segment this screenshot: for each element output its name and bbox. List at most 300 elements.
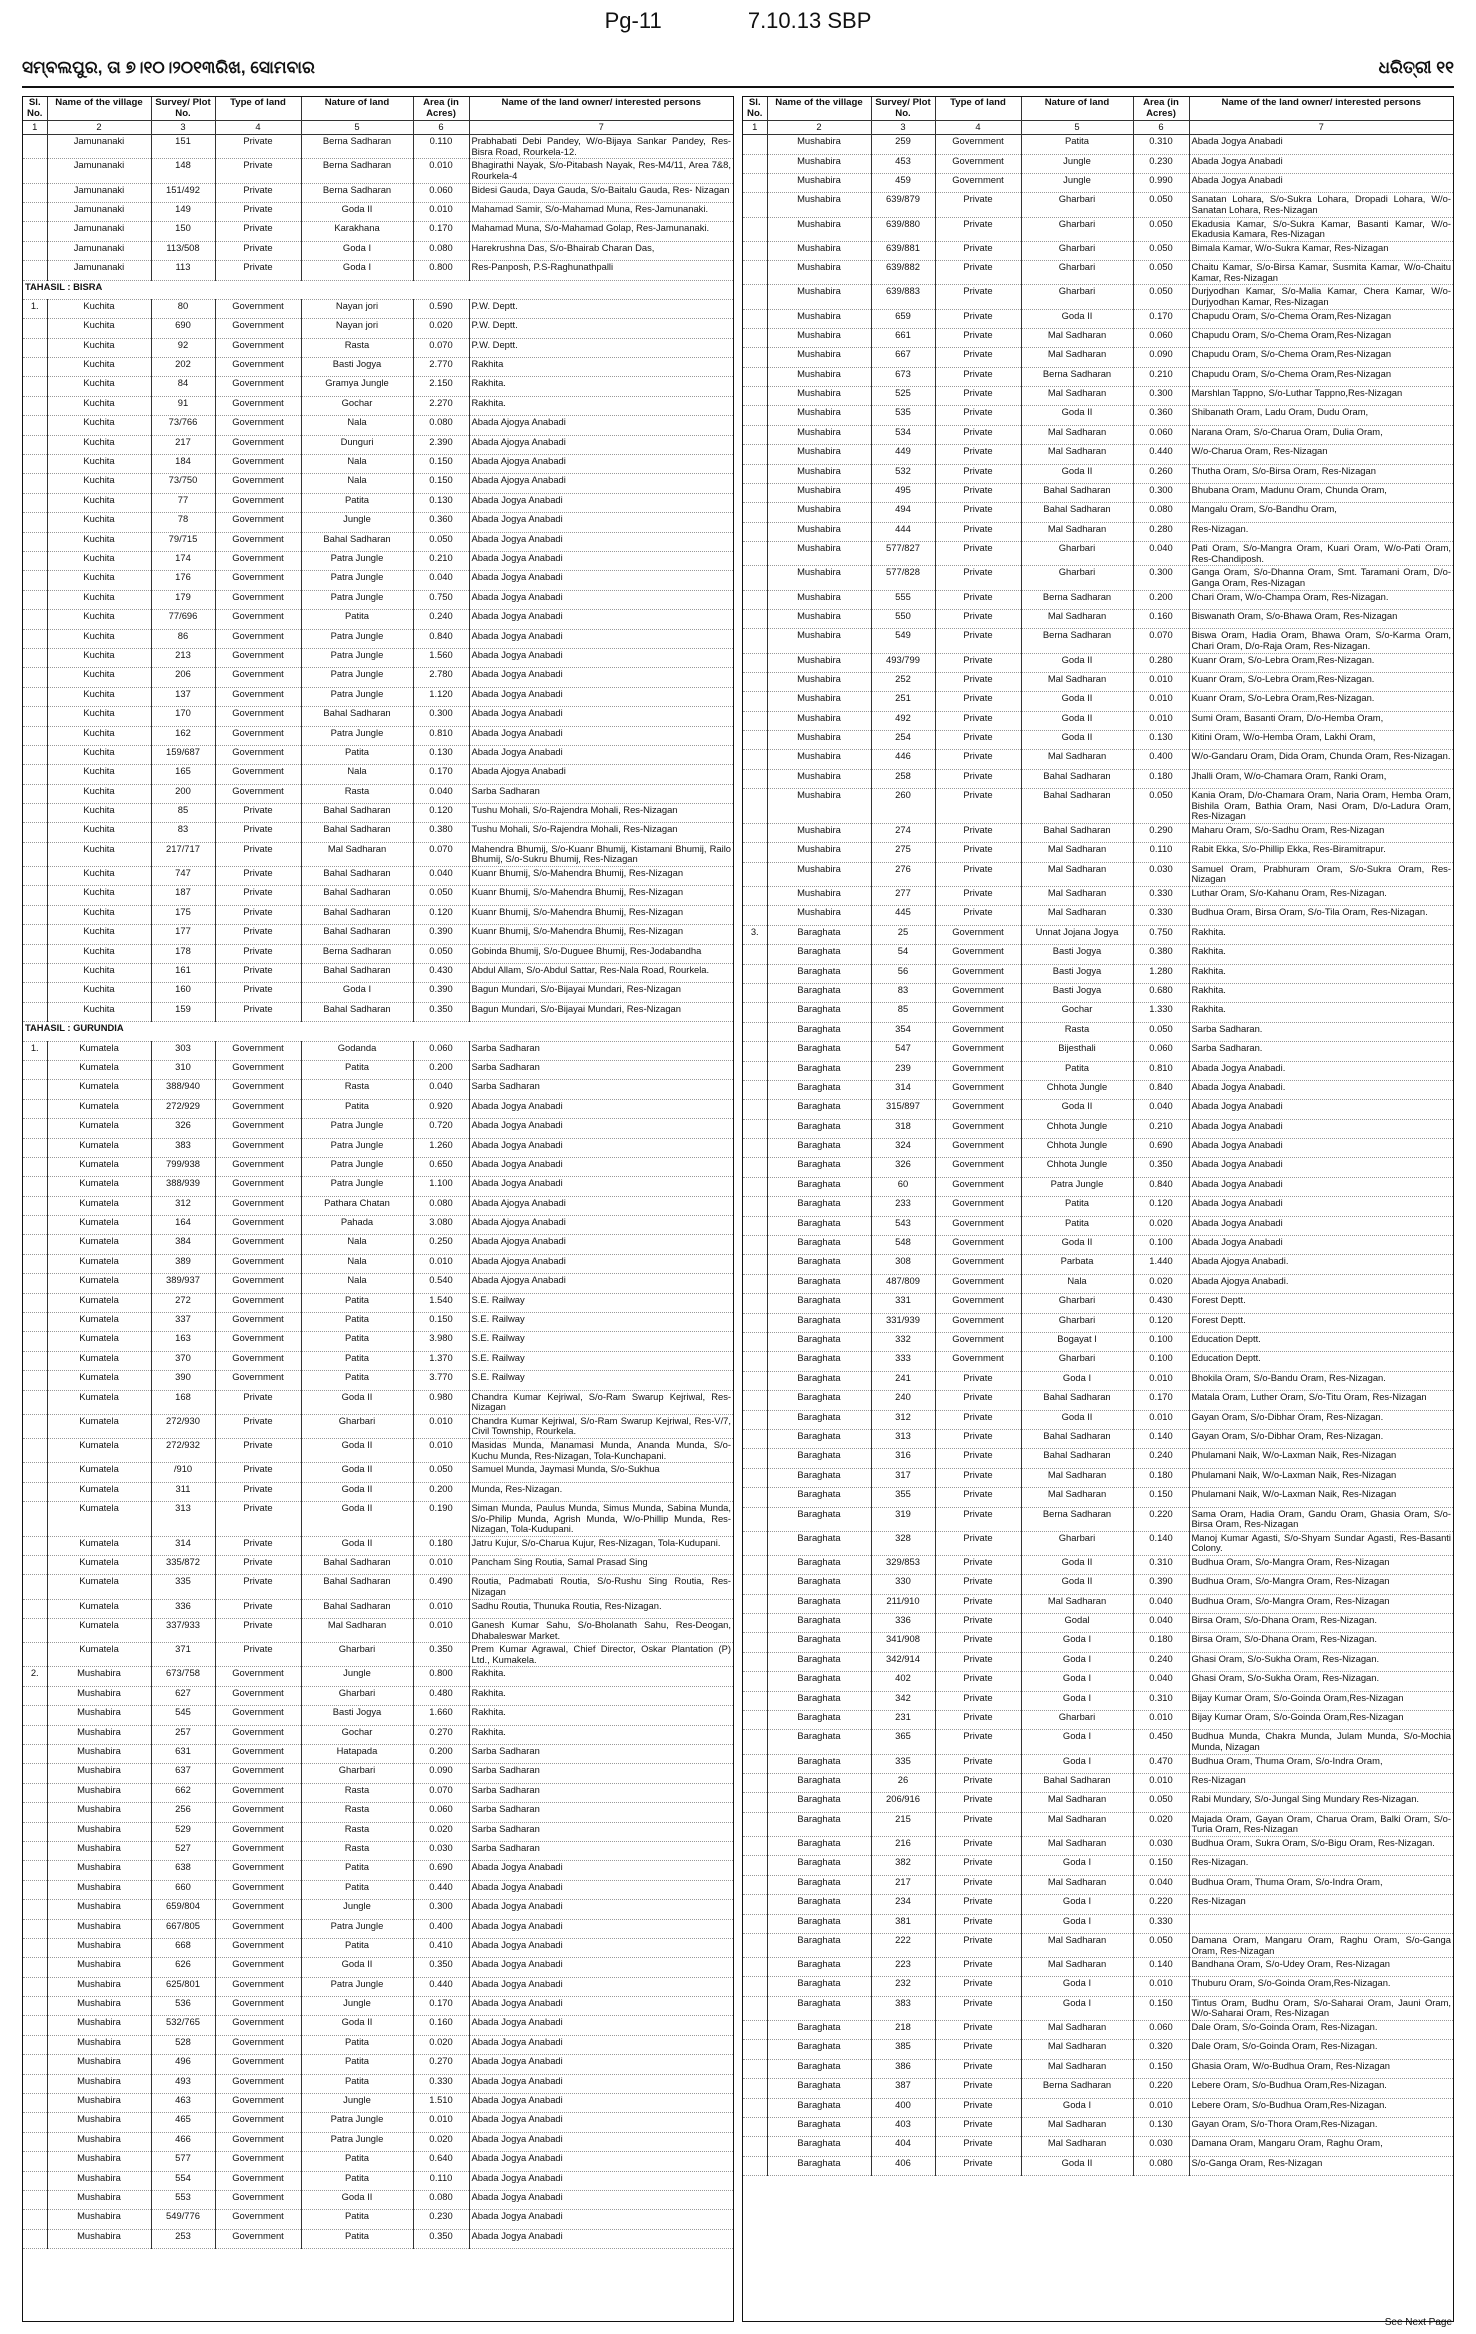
cell-nature-of-land: Bahal Sadharan xyxy=(301,823,413,842)
cell-village: Baraghata xyxy=(767,1836,871,1855)
cell-area: 0.390 xyxy=(413,925,469,944)
cell-type-of-land: Government xyxy=(215,1861,301,1880)
cell-sl-no xyxy=(23,571,47,590)
col-number: 6 xyxy=(1133,121,1189,135)
cell-nature-of-land: Berna Sadharan xyxy=(1021,590,1133,609)
cell-owner: S.E. Railway xyxy=(469,1332,733,1351)
cell-survey-plot: 626 xyxy=(151,1958,215,1977)
cell-survey-plot: 187 xyxy=(151,886,215,905)
table-row xyxy=(23,1841,733,1860)
table-row xyxy=(23,1501,733,1536)
cell-village: Kumatela xyxy=(47,1390,151,1414)
cell-village: Mushabira xyxy=(47,2210,151,2229)
cell-area: 0.350 xyxy=(1133,1158,1189,1177)
cell-type-of-land: Private xyxy=(935,241,1021,260)
cell-sl-no xyxy=(23,1177,47,1196)
cell-nature-of-land: Goda II xyxy=(301,1536,413,1555)
cell-type-of-land: Government xyxy=(215,1371,301,1390)
cell-owner: Budhua Oram, Thuma Oram, S/o-Indra Oram, xyxy=(1189,1754,1453,1773)
cell-nature-of-land: Patra Jungle xyxy=(301,668,413,687)
cell-area: 0.080 xyxy=(413,241,469,260)
cell-owner: Kuanr Oram, S/o-Lebra Oram,Res-Nizagan. xyxy=(1189,653,1453,672)
table-row xyxy=(23,1293,733,1312)
cell-nature-of-land: Goda II xyxy=(301,1390,413,1414)
cell-owner: Bhubana Oram, Madunu Oram, Chunda Oram, xyxy=(1189,484,1453,503)
cell-survey-plot: 386 xyxy=(871,2059,935,2078)
cell-survey-plot: 445 xyxy=(871,906,935,925)
cell-sl-no xyxy=(23,925,47,944)
table-row xyxy=(743,1197,1453,1216)
cell-survey-plot: 549/776 xyxy=(151,2210,215,2229)
table-row xyxy=(743,1236,1453,1255)
cell-nature-of-land: Jungle xyxy=(301,1997,413,2016)
cell-village: Mushabira xyxy=(47,1900,151,1919)
cell-nature-of-land: Patra Jungle xyxy=(301,551,413,570)
table-row xyxy=(23,823,733,842)
table-row xyxy=(23,159,733,183)
cell-sl-no xyxy=(743,1933,767,1957)
cell-survey-plot: 113 xyxy=(151,261,215,280)
cell-survey-plot: 493 xyxy=(151,2074,215,2093)
table-row xyxy=(743,1449,1453,1468)
cell-type-of-land: Government xyxy=(215,2074,301,2093)
cell-village: Baraghata xyxy=(767,1468,871,1487)
cell-nature-of-land: Bahal Sadharan xyxy=(301,905,413,924)
cell-nature-of-land: Mal Sadharan xyxy=(1021,906,1133,925)
cell-survey-plot: 275 xyxy=(871,843,935,862)
cell-owner: Rakhita xyxy=(469,358,733,377)
table-body-left xyxy=(23,135,733,2249)
cell-type-of-land: Government xyxy=(935,1274,1021,1293)
cell-type-of-land: Government xyxy=(215,1196,301,1215)
cell-type-of-land: Private xyxy=(935,629,1021,653)
cell-area: 0.300 xyxy=(413,1900,469,1919)
cell-type-of-land: Government xyxy=(215,687,301,706)
cell-area: 0.010 xyxy=(413,1438,469,1462)
cell-survey-plot: 113/508 xyxy=(151,241,215,260)
cell-sl-no xyxy=(743,1711,767,1730)
cell-survey-plot: 206 xyxy=(151,668,215,687)
cell-sl-no xyxy=(23,1841,47,1860)
cell-owner: Abada Jogya Anabadi xyxy=(469,2132,733,2151)
cell-owner: Kuanr Bhumij, S/o-Mahendra Bhumij, Res-Nizagan xyxy=(469,867,733,886)
cell-type-of-land: Government xyxy=(215,1958,301,1977)
cell-type-of-land: Private xyxy=(935,731,1021,750)
cell-owner: Damana Oram, Mangaru Oram, Raghu Oram, xyxy=(1189,2137,1453,2156)
cell-sl-no xyxy=(23,983,47,1002)
col-village: Name of the village xyxy=(767,97,871,121)
cell-nature-of-land: Berna Sadharan xyxy=(1021,367,1133,386)
cell-village: Mushabira xyxy=(767,217,871,241)
cell-survey-plot: 213 xyxy=(151,648,215,667)
table-row xyxy=(743,964,1453,983)
cell-village: Kuchita xyxy=(47,765,151,784)
cell-area: 0.010 xyxy=(1133,2098,1189,2117)
cell-area: 0.640 xyxy=(413,2152,469,2171)
cell-survey-plot: 341/908 xyxy=(871,1633,935,1652)
table-row xyxy=(23,2171,733,2190)
cell-nature-of-land: Patra Jungle xyxy=(301,1177,413,1196)
cell-owner: Abada Jogya Anabadi xyxy=(469,2210,733,2229)
cell-area: 0.270 xyxy=(413,2055,469,2074)
cell-village: Kumatela xyxy=(47,1313,151,1332)
cell-nature-of-land: Patita xyxy=(301,1938,413,1957)
cell-type-of-land: Government xyxy=(215,319,301,338)
cell-survey-plot: 178 xyxy=(151,944,215,963)
table-row xyxy=(23,202,733,221)
cell-type-of-land: Government xyxy=(935,945,1021,964)
cell-owner: Abada Jogya Anabadi xyxy=(469,590,733,609)
cell-owner: Abada Jogya Anabadi xyxy=(469,2016,733,2035)
cell-type-of-land: Private xyxy=(935,692,1021,711)
cell-survey-plot: 73/766 xyxy=(151,416,215,435)
cell-type-of-land: Government xyxy=(935,1022,1021,1041)
cell-area: 0.080 xyxy=(413,1196,469,1215)
cell-type-of-land: Private xyxy=(935,1391,1021,1410)
cell-area: 0.130 xyxy=(1133,2118,1189,2137)
cell-survey-plot: 625/801 xyxy=(151,1977,215,1996)
cell-owner: Tintus Oram, Budhu Oram, S/o-Saharai Oram, Jauni Oram, W/o-Saharai Oram, Res-Nizagan xyxy=(1189,1996,1453,2020)
cell-survey-plot: 662 xyxy=(151,1783,215,1802)
cell-sl-no xyxy=(743,1061,767,1080)
cell-area: 0.080 xyxy=(1133,503,1189,522)
cell-owner: Abada Jogya Anabadi xyxy=(469,707,733,726)
land-table-left xyxy=(23,97,733,2249)
cell-nature-of-land: Gharbari xyxy=(301,1414,413,1438)
cell-sl-no xyxy=(23,1958,47,1977)
cell-survey-plot: 342 xyxy=(871,1691,935,1710)
cell-village: Kuchita xyxy=(47,963,151,982)
cell-owner: Sadhu Routia, Thunuka Routia, Res-Nizagan. xyxy=(469,1599,733,1618)
cell-area: 0.040 xyxy=(1133,1672,1189,1691)
cell-village: Mushabira xyxy=(767,789,871,824)
cell-type-of-land: Government xyxy=(215,1254,301,1273)
cell-area: 0.200 xyxy=(413,1060,469,1079)
cell-survey-plot: 354 xyxy=(871,1022,935,1041)
cell-survey-plot: 403 xyxy=(871,2118,935,2137)
cell-owner: Birsa Oram, S/o-Dhana Oram, Res-Nizagan. xyxy=(1189,1633,1453,1652)
cell-village: Kuchita xyxy=(47,435,151,454)
cell-survey-plot: 316 xyxy=(871,1449,935,1468)
cell-area: 0.070 xyxy=(413,842,469,866)
cell-nature-of-land: Goda II xyxy=(1021,1100,1133,1119)
cell-survey-plot: 151 xyxy=(151,135,215,159)
cell-survey-plot: 312 xyxy=(151,1196,215,1215)
table-row xyxy=(743,1614,1453,1633)
cell-sl-no xyxy=(743,1197,767,1216)
table-row xyxy=(23,1997,733,2016)
cell-owner: Shibanath Oram, Ladu Oram, Dudu Oram, xyxy=(1189,406,1453,425)
cell-area: 0.310 xyxy=(1133,1555,1189,1574)
cell-area: 3.770 xyxy=(413,1371,469,1390)
cell-owner: Kuanr Bhumij, S/o-Mahendra Bhumij, Res-Nizagan xyxy=(469,925,733,944)
cell-sl-no xyxy=(743,789,767,824)
cell-type-of-land: Private xyxy=(215,222,301,241)
table-row xyxy=(743,1003,1453,1022)
cell-sl-no xyxy=(743,2059,767,2078)
cell-area: 0.200 xyxy=(413,1745,469,1764)
cell-area: 0.680 xyxy=(1133,983,1189,1002)
cell-type-of-land: Government xyxy=(215,1997,301,2016)
cell-type-of-land: Private xyxy=(935,1555,1021,1574)
cell-area: 0.430 xyxy=(413,963,469,982)
cell-type-of-land: Government xyxy=(935,1294,1021,1313)
cell-survey-plot: 216 xyxy=(871,1836,935,1855)
cell-village: Kuchita xyxy=(47,944,151,963)
cell-type-of-land: Private xyxy=(935,2098,1021,2117)
cell-village: Baraghata xyxy=(767,2059,871,2078)
cell-area: 0.100 xyxy=(1133,1333,1189,1352)
cell-area: 0.060 xyxy=(413,1041,469,1060)
cell-sl-no xyxy=(23,2113,47,2132)
cell-area: 0.090 xyxy=(1133,348,1189,367)
cell-village: Kumatela xyxy=(47,1414,151,1438)
table-row xyxy=(743,522,1453,541)
cell-sl-no xyxy=(23,1254,47,1273)
cell-survey-plot: 77/696 xyxy=(151,610,215,629)
cell-village: Baraghata xyxy=(767,983,871,1002)
cell-area: 0.010 xyxy=(413,202,469,221)
cell-type-of-land: Private xyxy=(935,1691,1021,1710)
cell-village: Kumatela xyxy=(47,1536,151,1555)
cell-village: Mushabira xyxy=(47,1667,151,1686)
cell-type-of-land: Private xyxy=(935,906,1021,925)
cell-nature-of-land: Bahal Sadharan xyxy=(1021,484,1133,503)
cell-survey-plot: 149 xyxy=(151,202,215,221)
cell-nature-of-land: Patra Jungle xyxy=(301,726,413,745)
cell-type-of-land: Government xyxy=(215,1745,301,1764)
cell-nature-of-land: Goda I xyxy=(1021,1633,1133,1652)
table-row xyxy=(743,925,1453,944)
cell-sl-no: 1. xyxy=(23,1041,47,1060)
cell-nature-of-land: Goda II xyxy=(1021,2156,1133,2175)
col-survey-plot: Survey/ Plot No. xyxy=(151,97,215,121)
cell-sl-no xyxy=(743,1468,767,1487)
cell-village: Kumatela xyxy=(47,1438,151,1462)
cell-sl-no xyxy=(23,687,47,706)
table-row xyxy=(743,173,1453,192)
cell-area: 0.170 xyxy=(413,765,469,784)
cell-sl-no xyxy=(743,1958,767,1977)
table-row xyxy=(23,1900,733,1919)
cell-owner: Sarba Sadharan xyxy=(469,1060,733,1079)
cell-survey-plot: 148 xyxy=(151,159,215,183)
cell-nature-of-land: Patra Jungle xyxy=(301,2113,413,2132)
col-number: 1 xyxy=(743,121,767,135)
cell-type-of-land: Government xyxy=(215,2055,301,2074)
cell-area: 0.140 xyxy=(1133,1531,1189,1555)
cell-survey-plot: 272/930 xyxy=(151,1414,215,1438)
cell-type-of-land: Private xyxy=(935,285,1021,309)
left-column xyxy=(22,96,734,2322)
cell-nature-of-land: Mal Sadharan xyxy=(1021,1836,1133,1855)
cell-village: Kuchita xyxy=(47,377,151,396)
cell-area: 0.380 xyxy=(1133,945,1189,964)
cell-nature-of-land: Berna Sadharan xyxy=(301,944,413,963)
table-row xyxy=(23,1463,733,1482)
cell-nature-of-land: Bahal Sadharan xyxy=(1021,503,1133,522)
cell-area: 0.380 xyxy=(413,823,469,842)
cell-nature-of-land: Goda I xyxy=(1021,1856,1133,1875)
cell-type-of-land: Government xyxy=(215,299,301,318)
cell-survey-plot: 659/804 xyxy=(151,1900,215,1919)
cell-survey-plot: 389/937 xyxy=(151,1274,215,1293)
cell-nature-of-land: Mal Sadharan xyxy=(1021,609,1133,628)
table-row xyxy=(743,328,1453,347)
col-sl-no: Sl. No. xyxy=(23,97,47,121)
cell-type-of-land: Private xyxy=(935,1958,1021,1977)
cell-survey-plot: 91 xyxy=(151,396,215,415)
cell-area: 0.150 xyxy=(1133,2059,1189,2078)
table-row xyxy=(743,464,1453,483)
cell-type-of-land: Government xyxy=(215,1351,301,1370)
cell-village: Baraghata xyxy=(767,1652,871,1671)
cell-survey-plot: 260 xyxy=(871,789,935,824)
cell-village: Baraghata xyxy=(767,1507,871,1531)
cell-village: Baraghata xyxy=(767,1100,871,1119)
cell-survey-plot: 639/883 xyxy=(871,285,935,309)
cell-village: Mushabira xyxy=(767,328,871,347)
cell-owner: Mahendra Bhumij, S/o-Kuanr Bhumij, Kistamani Bhumij, Railo Bhumij, S/o-Sukru Bhumij, Res-Nizagan xyxy=(469,842,733,866)
table-row xyxy=(23,1764,733,1783)
table-row xyxy=(743,425,1453,444)
col-owner: Name of the land owner/ interested persons xyxy=(469,97,733,121)
cell-survey-plot: 335 xyxy=(151,1575,215,1599)
cell-area: 3.080 xyxy=(413,1216,469,1235)
cell-nature-of-land: Goda II xyxy=(301,1958,413,1977)
cell-area: 0.130 xyxy=(1133,731,1189,750)
cell-sl-no xyxy=(743,1977,767,1996)
cell-village: Mushabira xyxy=(47,1977,151,1996)
cell-area: 0.310 xyxy=(1133,1691,1189,1710)
col-number: 4 xyxy=(935,121,1021,135)
cell-nature-of-land: Nala xyxy=(1021,1274,1133,1293)
cell-area: 0.010 xyxy=(413,159,469,183)
cell-village: Kuchita xyxy=(47,823,151,842)
cell-type-of-land: Government xyxy=(215,1725,301,1744)
cell-owner: Tushu Mohali, S/o-Rajendra Mohali, Res-Nizagan xyxy=(469,823,733,842)
cell-village: Mushabira xyxy=(47,1958,151,1977)
cell-survey-plot: 303 xyxy=(151,1041,215,1060)
cell-nature-of-land: Bahal Sadharan xyxy=(1021,1449,1133,1468)
cell-survey-plot: 174 xyxy=(151,551,215,570)
cell-survey-plot: 254 xyxy=(871,731,935,750)
cell-nature-of-land: Bahal Sadharan xyxy=(301,1556,413,1575)
cell-village: Baraghata xyxy=(767,1391,871,1410)
cell-sl-no xyxy=(23,707,47,726)
cell-village: Kumatela xyxy=(47,1599,151,1618)
cell-area: 2.150 xyxy=(413,377,469,396)
cell-village: Mushabira xyxy=(767,629,871,653)
cell-sl-no xyxy=(743,1003,767,1022)
cell-owner: Abada Jogya Anabadi xyxy=(469,513,733,532)
cell-village: Mushabira xyxy=(47,1841,151,1860)
cell-owner: Kuanr Oram, S/o-Lebra Oram,Res-Nizagan. xyxy=(1189,692,1453,711)
cell-sl-no xyxy=(23,804,47,823)
cell-nature-of-land: Bahal Sadharan xyxy=(1021,1773,1133,1792)
cell-type-of-land: Private xyxy=(935,261,1021,285)
cell-sl-no xyxy=(743,1022,767,1041)
cell-type-of-land: Government xyxy=(215,2229,301,2248)
cell-area: 0.290 xyxy=(1133,824,1189,843)
cell-area: 0.150 xyxy=(413,1313,469,1332)
cell-village: Mushabira xyxy=(47,2094,151,2113)
cell-survey-plot: 223 xyxy=(871,1958,935,1977)
cell-area: 0.300 xyxy=(413,707,469,726)
cell-sl-no xyxy=(23,784,47,803)
cell-survey-plot: 446 xyxy=(871,750,935,769)
table-row xyxy=(743,1352,1453,1371)
cell-area: 0.750 xyxy=(1133,925,1189,944)
cell-type-of-land: Government xyxy=(935,983,1021,1002)
cell-village: Baraghata xyxy=(767,1594,871,1613)
cell-owner: Dale Oram, S/o-Goinda Oram, Res-Nizagan. xyxy=(1189,2021,1453,2040)
cell-village: Baraghata xyxy=(767,1812,871,1836)
cell-owner: Chapudu Oram, S/o-Chema Oram,Res-Nizagan xyxy=(1189,348,1453,367)
cell-village: Kumatela xyxy=(47,1177,151,1196)
table-row xyxy=(23,1196,733,1215)
cell-village: Baraghata xyxy=(767,1531,871,1555)
cell-type-of-land: Private xyxy=(935,590,1021,609)
cell-survey-plot: 799/938 xyxy=(151,1157,215,1176)
cell-type-of-land: Government xyxy=(215,1060,301,1079)
cell-area: 0.250 xyxy=(413,1235,469,1254)
cell-village: Mushabira xyxy=(767,387,871,406)
cell-sl-no xyxy=(23,1216,47,1235)
cell-owner: Pati Oram, S/o-Mangra Oram, Kuari Oram, W/o-Pati Oram, Res-Chandiposh. xyxy=(1189,542,1453,566)
cell-owner: Rakhita. xyxy=(469,1725,733,1744)
col-number: 2 xyxy=(47,121,151,135)
cell-survey-plot: 459 xyxy=(871,173,935,192)
cell-owner: Budhua Oram, S/o-Mangra Oram, Res-Nizagan xyxy=(1189,1575,1453,1594)
table-row xyxy=(743,387,1453,406)
cell-type-of-land: Private xyxy=(935,522,1021,541)
cell-village: Mushabira xyxy=(767,367,871,386)
cell-type-of-land: Government xyxy=(215,513,301,532)
table-row xyxy=(23,648,733,667)
cell-area: 0.160 xyxy=(1133,609,1189,628)
cell-area: 0.010 xyxy=(413,1556,469,1575)
cell-nature-of-land: Mal Sadharan xyxy=(1021,1933,1133,1957)
cell-type-of-land: Private xyxy=(215,1575,301,1599)
cell-nature-of-land: Patita xyxy=(301,1099,413,1118)
cell-nature-of-land: Patita xyxy=(301,2074,413,2093)
cell-area: 0.840 xyxy=(1133,1177,1189,1196)
table-row xyxy=(23,1041,733,1060)
table-row xyxy=(743,887,1453,906)
cell-sl-no xyxy=(23,1099,47,1118)
cell-sl-no xyxy=(23,1414,47,1438)
cell-sl-no xyxy=(743,1773,767,1792)
cell-village: Mushabira xyxy=(47,2035,151,2054)
cell-owner: Budhua Oram, Thuma Oram, S/o-Indra Oram, xyxy=(1189,1875,1453,1894)
cell-type-of-land: Private xyxy=(935,1652,1021,1671)
cell-owner: Abada Jogya Anabadi xyxy=(469,726,733,745)
cell-nature-of-land: Patita xyxy=(301,2055,413,2074)
cell-village: Baraghata xyxy=(767,2079,871,2098)
cell-sl-no xyxy=(23,1900,47,1919)
cell-survey-plot: 241 xyxy=(871,1371,935,1390)
cell-sl-no xyxy=(23,1599,47,1618)
cell-owner: S.E. Railway xyxy=(469,1293,733,1312)
cell-area: 0.010 xyxy=(1133,1711,1189,1730)
cell-owner: P.W. Deptt. xyxy=(469,319,733,338)
cell-survey-plot: 532/765 xyxy=(151,2016,215,2035)
cell-village: Kuchita xyxy=(47,707,151,726)
cell-nature-of-land: Berna Sadharan xyxy=(1021,2079,1133,2098)
cell-area: 0.010 xyxy=(1133,1410,1189,1429)
cell-nature-of-land: Mal Sadharan xyxy=(1021,1958,1133,1977)
